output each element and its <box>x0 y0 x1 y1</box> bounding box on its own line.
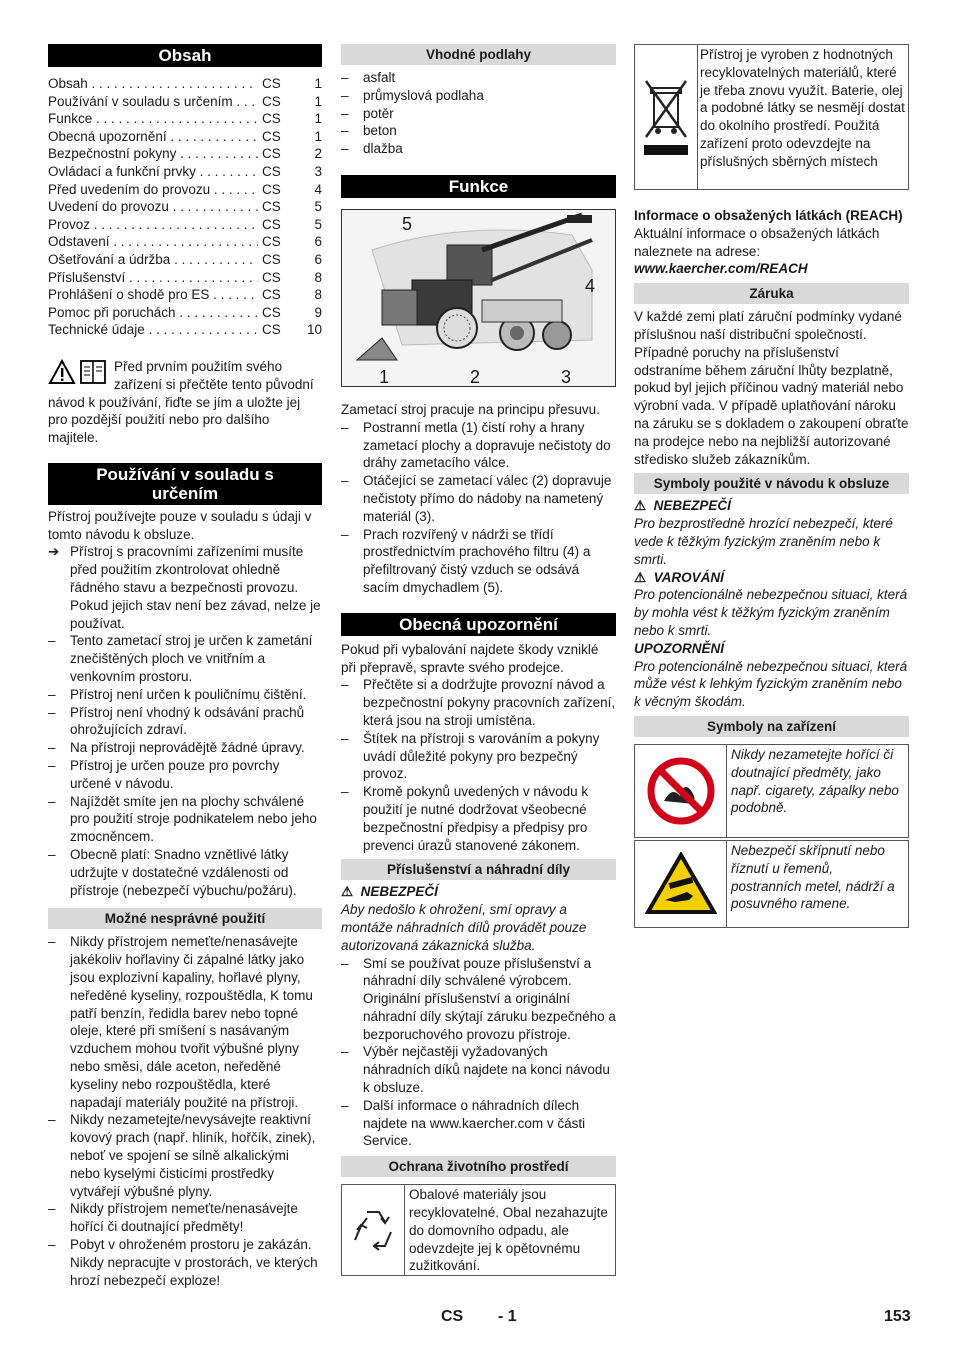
usage-list <box>48 632 322 899</box>
figure-label-5: 5 <box>402 213 413 234</box>
floor-item-text: asfalt <box>363 70 396 85</box>
misuse-item-text: Nikdy přístrojem nemeťte/nenasávejte jakékoliv hořlaviny či zápalné látky jako jsou explozivní kapaliny, hořlavé plyny, neředěné kyseliny, rozpouštědla, K tomu patří benzín, ředidla barev nebo topné oleje, které při smíšení s nasávaným vzduchem mohou tvořit výbušné plyny nebo směsi, dále aceton, neředěné kyseliny nebo rozpouštědla, které napadají materiály použité na přístroji. <box>70 934 313 1110</box>
toc-entry-page: 1 <box>314 93 322 109</box>
parts-danger <box>341 883 616 901</box>
toc-entry-lang: CS <box>262 93 281 109</box>
toc-entry-lang: CS <box>262 251 281 267</box>
toc-entry-page: 8 <box>314 287 322 303</box>
floor-item <box>341 69 616 87</box>
no-burning-box <box>634 744 909 838</box>
toc-row[interactable] <box>48 269 322 287</box>
toc-row[interactable] <box>48 75 322 93</box>
toc-entry-lang: CS <box>262 322 281 338</box>
toc-entry-page: 6 <box>314 251 322 267</box>
toc-entry-lang: CS <box>262 163 281 179</box>
floors-heading: Vhodné podlahy <box>341 44 616 65</box>
function-list <box>341 419 616 597</box>
toc-entry-lang: CS <box>262 304 281 320</box>
toc-entry-page: 6 <box>314 234 322 250</box>
floors-list <box>341 69 616 158</box>
danger-label-row <box>634 497 909 515</box>
warning-label-row <box>634 569 909 587</box>
warning-icon: ⚠ <box>634 569 647 585</box>
weee-box <box>634 44 909 190</box>
caution-text: Pro potencionálně nebezpečnou situaci, která může vést k lehkým fyzickým zraněním nebo k věcným škodám. <box>634 658 908 710</box>
list-bullet: – <box>48 633 56 649</box>
function-item-text: Prach rozvířený v nádrži se třídí prostřednictvím prachového filtru (4) a přefiltrovaný čistý vzduch se odsává sacím dmychadlem (5). <box>363 526 591 595</box>
intro-notice <box>48 358 322 447</box>
misuse-item-text: Pobyt v ohroženém prostoru je zakázán. Nikdy nepracujte v prostorách, ve kterých hrozí nebezpečí exploze! <box>70 1236 318 1288</box>
reach-title: Informace o obsažených látkách (REACH) <box>634 208 903 223</box>
toc-entry-lang: CS <box>262 199 281 215</box>
function-item <box>341 472 616 525</box>
parts-danger-text: Aby nedošlo k ohrožení, smí opravy a montáže náhradních dílů provádět pouze autorizovaná zákaznická služba. <box>341 902 587 953</box>
list-bullet: – <box>341 419 349 435</box>
toc-row[interactable] <box>48 304 322 322</box>
toc-entry-title: Příslušenství . . . <box>48 269 258 287</box>
table-of-contents <box>48 75 322 339</box>
warning-label: VAROVÁNÍ <box>653 569 724 585</box>
list-bullet: – <box>341 955 349 971</box>
caution-label: UPOZORNĚNÍ <box>634 640 725 656</box>
misuse-item <box>48 1236 322 1289</box>
general-item-text: Štítek na přístroji s varováním a pokyny uvádí důležité pokyny pro bezpečný provoz. <box>363 730 600 782</box>
usage-lead: Přístroj používejte pouze v souladu s údaji v tomto návodu k obsluze. <box>48 508 312 542</box>
list-bullet: – <box>48 1236 56 1252</box>
toc-entry-title: Funkce . . . <box>48 110 258 128</box>
misuse-item <box>48 1200 322 1236</box>
warning-text: Pro potencionálně nebezpečnou situaci, která by mohla vést k těžkým fyzickým zraněním nebo k smrti. <box>634 587 908 638</box>
usage-item <box>48 793 322 846</box>
floor-item <box>341 105 616 123</box>
toc-row[interactable] <box>48 233 322 251</box>
list-bullet: – <box>341 526 349 542</box>
weee-text: Přístroj je vyroben z hodnotných recyklovatelných materiálů, které je třeba znovu využít. Baterie, olej a podobné látky se nesmějí dostat do okolního prostředí. Použitá zařízení proto odevzdejte na příslušných sběrných místech <box>700 47 905 169</box>
list-bullet: – <box>341 105 349 121</box>
usage-item-text: Přístroj je určen pouze pro povrchy určené v návodu. <box>70 758 280 791</box>
toc-entry-lang: CS <box>262 111 281 127</box>
toc-entry-page: 10 <box>306 322 322 338</box>
list-bullet: – <box>48 793 56 809</box>
floor-item-text: dlažba <box>363 141 403 157</box>
misuse-heading: Možné nesprávné použití <box>48 908 322 929</box>
figure-label-4: 4 <box>585 275 596 296</box>
toc-row[interactable] <box>48 128 322 146</box>
parts-item-text: Další informace o náhradních dílech najdete na www.kaercher.com v části Service. <box>363 1097 586 1149</box>
floor-item <box>341 122 616 140</box>
toc-row[interactable] <box>48 216 322 234</box>
list-bullet: – <box>48 1112 56 1128</box>
list-bullet: – <box>341 1044 349 1060</box>
usage-item-text: Přístroj není vhodný k odsávání prachů ohrožujících zdraví. <box>70 704 305 738</box>
toc-row[interactable] <box>48 321 322 339</box>
misuse-item <box>48 933 322 1111</box>
parts-item-text: Výběr nejčastěji vyžadovaných náhradních díků najdete na konci návodu k obsluze. <box>363 1044 610 1096</box>
toc-entry-page: 1 <box>314 128 322 144</box>
toc-row[interactable] <box>48 181 322 199</box>
toc-entry-title: Technické údaje . . . <box>48 321 258 339</box>
toc-entry-lang: CS <box>262 216 281 232</box>
danger-icon: ⚠ <box>341 884 354 900</box>
usage-item <box>48 757 322 793</box>
parts-heading: Příslušenství a náhradní díly <box>341 859 616 880</box>
list-bullet: – <box>341 730 349 746</box>
floor-item-text: průmyslová podlaha <box>363 87 484 103</box>
list-bullet: – <box>48 686 56 702</box>
general-list <box>341 676 616 854</box>
general-item-text: Přečtěte si a dodržujte provozní návod a bezpečnostní pokyny pracovních zařízení, která jsou na stroji umístěna. <box>363 677 616 728</box>
toc-entry-page: 5 <box>314 216 322 232</box>
pinch-box <box>634 840 909 928</box>
list-bullet: – <box>341 70 349 85</box>
parts-item <box>341 1043 616 1096</box>
figure-label-2: 2 <box>470 366 481 387</box>
toc-row[interactable] <box>48 163 322 181</box>
parts-danger-label: NEBEZPEČÍ <box>360 884 438 900</box>
footer-lang: CS <box>441 1308 464 1325</box>
list-bullet: – <box>341 473 349 489</box>
misuse-item-text: Nikdy přístrojem nemeťte/nenasávejte hořící či doutnající předměty! <box>70 1201 298 1235</box>
sweeper-illustration <box>342 210 615 386</box>
danger-icon: ⚠ <box>634 498 647 514</box>
usage-item-text: Přístroj není určen k pouličnímu čištění. <box>70 686 307 702</box>
reach-text: Aktuální informace o obsažených látkách naleznete na adrese: <box>634 225 880 259</box>
toc-row[interactable] <box>48 198 322 216</box>
toc-entry-lang: CS <box>262 287 281 303</box>
column-3 <box>634 44 909 928</box>
symbols-heading: Symboly použité v návodu k obsluze <box>634 473 909 494</box>
parts-item-text: Smí se používat pouze příslušenství a náhradní díly schválené výrobcem. Originální příslušenství a originální náhradní díly skýtají záruku bezpečného a bezporuchového provozu přístroje. <box>363 955 616 1042</box>
function-heading: Funkce <box>341 175 616 198</box>
toc-row[interactable] <box>48 145 322 163</box>
list-bullet: – <box>48 847 56 863</box>
floor-item-text: potěr <box>363 105 394 121</box>
general-item-text: Kromě pokynů uvedených v návodu k použití je nutné dodržovat všeobecné bezpečnostní předpisy a předpisy pro prevenci úrazů stanovené zákonem. <box>363 784 589 853</box>
usage-arrow-text: Přístroj s pracovními zařízeními musíte před použitím zkontrolovat ohledně řádného stavu a bezpečnosti provozu. Pokud jejich stav není bez závad, nelze je používat. <box>70 544 321 631</box>
toc-entry-page: 1 <box>314 111 322 127</box>
list-bullet: – <box>341 141 349 157</box>
toc-entry-title: Používání v souladu s určením . . . <box>48 93 258 111</box>
usage-item-text: Na přístroji neprovádějtě žádné úpravy. <box>70 740 305 756</box>
toc-heading: Obsah <box>48 44 322 67</box>
usage-item <box>48 739 322 757</box>
toc-entry-title: Provoz . . . <box>48 216 258 234</box>
parts-item <box>341 1097 616 1150</box>
function-item <box>341 419 616 472</box>
arrow-icon: ➔ <box>48 544 60 560</box>
toc-entry-title: Ovládací a funkční prvky . . . <box>48 163 258 181</box>
general-item <box>341 676 616 729</box>
sweeper-figure <box>341 209 616 387</box>
toc-row[interactable] <box>48 93 322 111</box>
list-bullet: – <box>48 1201 56 1217</box>
general-heading: Obecná upozornění <box>341 613 616 636</box>
toc-entry-lang: CS <box>262 269 281 285</box>
device-symbols-heading: Symboly na zařízení <box>634 716 909 737</box>
toc-entry-lang: CS <box>262 76 281 91</box>
toc-entry-title: Uvedení do provozu . . . <box>48 198 258 216</box>
usage-item-text: Najíždět smíte jen na plochy schválené pro použití stroje podnikatelem nebo jeho zmocněncem. <box>70 793 317 845</box>
function-item <box>341 526 616 597</box>
danger-label: NEBEZPEČÍ <box>653 498 731 514</box>
usage-item-text: Tento zametací stroj je určen k zametání znečištěných ploch ve vnitřním a venkovním prostoru. <box>70 633 313 685</box>
toc-entry-page: 4 <box>314 181 322 197</box>
intro-text: Před prvním použitím svého zařízení si přečtěte tento původní návod k používání, řiďte se jím a uložte jej pro pozdější použití nebo pro dalšího majitele. <box>48 358 314 446</box>
env-heading: Ochrana životního prostředí <box>341 1156 616 1177</box>
footer-page-local: - 1 <box>498 1308 517 1325</box>
toc-row[interactable] <box>48 251 322 269</box>
floor-item <box>341 140 616 158</box>
toc-entry-title: Ošetřování a údržba . . . <box>48 251 258 269</box>
pinch-hazard-icon <box>635 841 727 927</box>
figure-label-3: 3 <box>561 366 572 387</box>
misuse-item-text: Nikdy nezametejte/nevysávejte reaktivní kovový prach (např. hliník, hořčík, zinek), neboť ve spojení se silně alkalickými nebo kyselými čisticími prostředky vytvářejí výbušné plyny. <box>70 1112 316 1199</box>
list-bullet: – <box>48 934 56 950</box>
function-lead: Zametací stroj pracuje na principu přesuvu. <box>341 401 600 417</box>
misuse-item <box>48 1111 322 1200</box>
toc-entry-lang: CS <box>262 146 281 162</box>
usage-item-text: Obecně platí: Snadno vznětlivé látky udržujte v dostatečné vzdálenosti od přístroje (nebezpečí výbuchu/požáru). <box>70 847 297 898</box>
toc-entry-lang: CS <box>262 234 281 250</box>
list-bullet: – <box>341 1097 349 1113</box>
general-item <box>341 730 616 783</box>
list-bullet: – <box>341 677 349 693</box>
warranty-heading: Záruka <box>634 283 909 304</box>
usage-item <box>48 704 322 740</box>
floor-item-text: beton <box>363 123 397 139</box>
danger-text: Pro bezprostředně hrozící nebezpečí, které vede k těžkým fyzickým zraněním nebo k smrti. <box>634 516 893 567</box>
usage-item <box>48 632 322 685</box>
toc-row[interactable] <box>48 286 322 304</box>
toc-entry-page: 9 <box>314 304 322 320</box>
function-item-text: Postranní metla (1) čistí rohy a hrany zametací plochy a dopravuje nečistoty do dráhy zametacího válce. <box>363 419 611 471</box>
function-item-text: Otáčející se zametací válec (2) dopravuje nečistoty přímo do nádoby na nametený materiál (3). <box>363 473 612 524</box>
list-bullet: – <box>341 784 349 800</box>
toc-entry-lang: CS <box>262 128 281 144</box>
warranty-text: V každé zemi platí záruční podmínky vydané příslušnou naší distribuční společností. Případné poruchy na příslušenství odstraníme během záruční lhůty bezplatně, pokud byl jejich příčinou vadný materiál nebo výrobní vada. V případě uplatňování nároku na záruku se s dokladem o zakoupení obraťte na prodejce nebo na nejbližší autorizované středisko služeb zákazníkům. <box>634 309 909 467</box>
reach-link[interactable]: www.kaercher.com/REACH <box>634 261 808 277</box>
recycle-icon <box>342 1185 405 1275</box>
column-2 <box>341 44 616 1276</box>
parts-list <box>341 955 616 1151</box>
list-bullet: – <box>48 740 56 756</box>
misuse-list <box>48 933 322 1289</box>
toc-entry-page: 5 <box>314 199 322 215</box>
usage-item <box>48 686 322 704</box>
crossed-bin-icon <box>635 45 698 189</box>
no-burning-text: Nikdy nezametejte hořící či doutnající předměty, jako např. cigarety, zápalky nebo podobně. <box>731 746 899 816</box>
warning-manual-icon <box>48 359 110 389</box>
no-burning-objects-icon <box>635 745 727 837</box>
floor-item <box>341 87 616 105</box>
toc-entry-page: 3 <box>314 163 322 179</box>
list-bullet: – <box>341 123 349 139</box>
recycle-text: Obalové materiály jsou recyklovatelné. Obal nezahazujte do domovního odpadu, ale odevzdejte jej k opětovnému zužitkování. <box>409 1187 608 1274</box>
toc-entry-title: Bezpečnostní pokyny . . . <box>48 145 258 163</box>
parts-item <box>341 955 616 1044</box>
toc-entry-title: Před uvedením do provozu . . . <box>48 181 258 199</box>
general-lead: Pokud při vybalování najdete škody vzniklé při přepravě, spravte svého prodejce. <box>341 641 599 675</box>
toc-entry-title: Pomoc při poruchách . . . <box>48 304 258 322</box>
toc-entry-title: Prohlášení o shodě pro ES . . . <box>48 286 258 304</box>
recycle-box <box>341 1184 616 1276</box>
list-bullet: – <box>341 87 349 103</box>
toc-entry-title: Odstavení . . . <box>48 233 258 251</box>
footer-page-number: 153 <box>884 1308 911 1325</box>
column-1 <box>48 44 322 1289</box>
list-bullet: – <box>48 704 56 720</box>
usage-item <box>48 846 322 899</box>
pinch-text: Nebezpečí skřípnutí nebo říznutí u řemenů, postranních metel, nádrží a posuvného ramene. <box>731 842 895 912</box>
usage-arrow-item <box>48 543 322 632</box>
toc-entry-title: Obsah . . . <box>48 75 258 93</box>
toc-entry-page: 2 <box>314 146 322 162</box>
figure-label-1: 1 <box>379 366 390 387</box>
list-bullet: – <box>48 758 56 774</box>
general-item <box>341 783 616 854</box>
toc-entry-page: 1 <box>314 76 322 91</box>
toc-entry-title: Obecná upozornění . . . <box>48 128 258 146</box>
usage-heading: Používání v souladu s určením <box>48 463 322 505</box>
toc-entry-page: 8 <box>314 269 322 285</box>
toc-entry-lang: CS <box>262 181 281 197</box>
toc-row[interactable] <box>48 110 322 128</box>
